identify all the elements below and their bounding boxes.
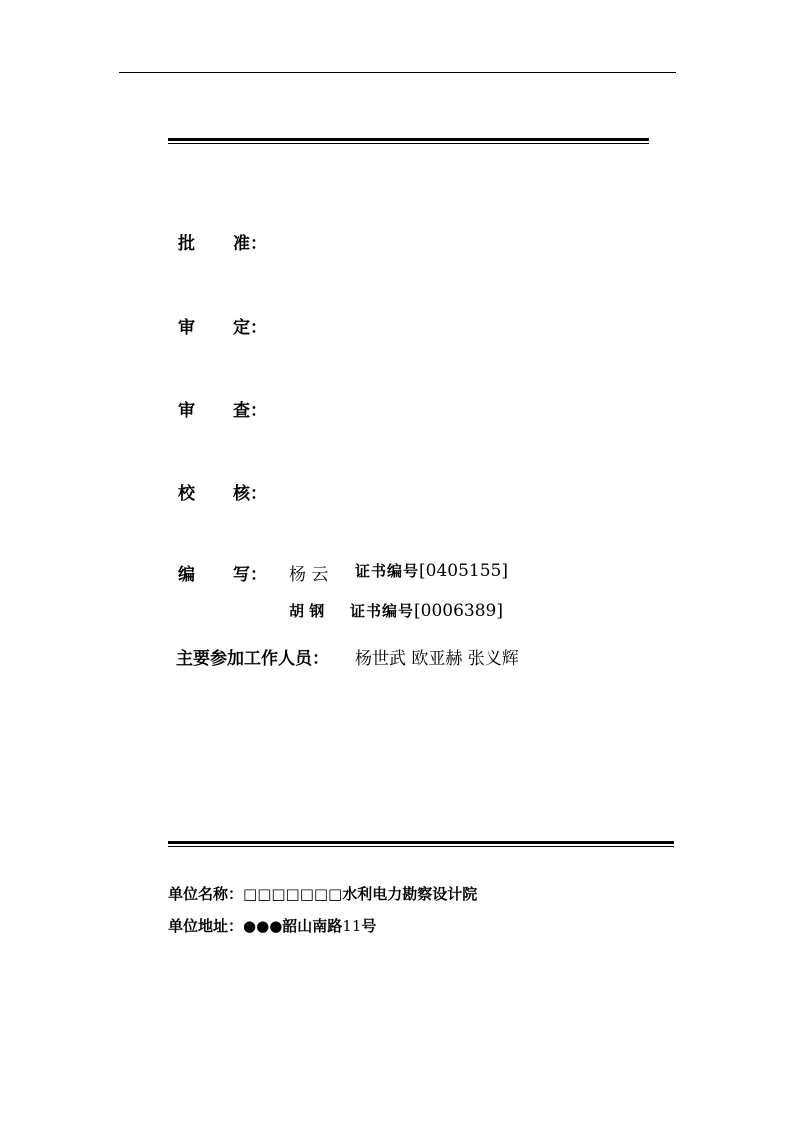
author-2-cert-label: 证书编号 [350,602,415,620]
header-rule [119,72,676,73]
check-label-char2: 核： [233,484,267,504]
unit-address-value: 韶山南路 [282,917,343,935]
check-row [178,479,267,504]
compile-label-char1: 编 [178,565,195,585]
author-1-cert-label: 证书编号 [355,562,420,580]
compile-row [178,560,267,585]
approve-label-char1: 批 [178,234,195,254]
staff-names: 杨世武 欧亚赫 张义辉 [355,649,519,669]
unit-address-number: 11 [342,917,362,935]
determine-label-char1: 审 [178,318,195,338]
unit-address-masked: ●●● [243,917,283,935]
author-2-name: 胡 钢 [289,602,325,620]
author-1-name: 杨 云 [289,565,329,585]
approve-label-char2: 准： [233,234,267,254]
unit-address-label: 单位地址： [168,917,244,935]
review-label-char2: 查： [233,401,267,421]
author-2-cert-number: [0006389] [414,601,503,621]
unit-address-suffix: 号 [361,917,377,935]
unit-name-label: 单位名称： [168,885,244,903]
author-1-cert [355,560,508,581]
unit-name-line [168,883,477,904]
staff-label: 主要参加工作人员： [176,649,329,669]
title-divider-bottom [168,841,674,847]
compile-label-char2: 写： [233,565,267,585]
review-label-char1: 审 [178,401,195,421]
unit-name-masked: □□□□□□□ [243,885,343,903]
determine-label-char2: 定： [233,318,267,338]
determine-row [178,313,267,338]
author-2-cert [350,600,503,621]
check-label-char1: 校 [178,484,195,504]
author-1-cert-number: [0405155] [419,561,508,581]
approve-row [178,229,267,254]
unit-address-line [168,915,376,936]
title-divider-top [168,138,649,144]
unit-name-value: 水利电力勘察设计院 [342,885,478,903]
review-row [178,396,267,421]
